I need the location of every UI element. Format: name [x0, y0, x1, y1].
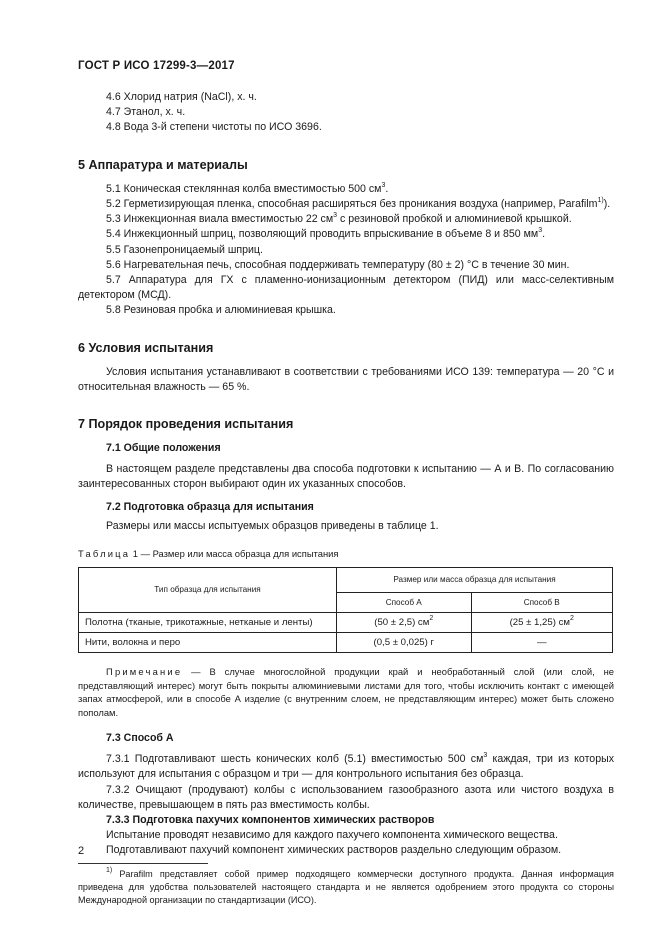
table-subheader-a: Способ А: [337, 592, 472, 612]
section-7-2-text: Размеры или массы испытуемых образцов приведены в таблице 1.: [106, 520, 439, 533]
table-note: Примечание — В случае многослойной продукции край и необработанный слой (или слой, не представляющий интерес) могут быть покрыты алюминиевыми листами для того, чтобы исключить контакт с имеющей запах атмосферой, или в способе А изделие (с внутренним слоем, не представляющим интерес) может быть сложено пополам.: [78, 666, 614, 718]
table-subheader-b: Способ В: [471, 592, 613, 612]
table-header-size: Размер или масса образца для испытания: [337, 567, 613, 592]
item-5-4: 5.4 Инжекционный шприц, позволяющий проводить впрыскивание в объеме 8 и 850 $мм^3$.: [106, 227, 546, 241]
section-7-1-text: В настоящем разделе представлены два способа подготовки к испытанию — А и В. По согласованию заинтересованных сторон выбирают один их указанных способов.: [78, 462, 614, 490]
item-5-1: 5.1 Коническая стеклянная колба вместимостью 500 $см^3$.: [106, 181, 389, 195]
page-content: [78, 90, 614, 907]
item-5-6: 5.6 Нагревательная печь, способная поддерживать температуру (80 ± 2) °С в течение 30 мин.: [106, 258, 570, 271]
table-cell-b: (25 ± 1,25) $см^2$: [471, 612, 613, 632]
table-header-type: Тип образца для испытания: [79, 567, 337, 612]
table-cell-type: Полотна (тканые, трикотажные, нетканые и ленты): [79, 612, 337, 632]
item-5-7: 5.7 Аппаратура для ГХ с пламенно-ионизационным детектором (ПИД) или масс-селективным детектором (МСД).: [78, 274, 614, 302]
section-7-3-title: 7.3 Способ А: [106, 731, 174, 744]
page-number: 2: [78, 845, 85, 857]
table-row: [79, 612, 613, 632]
item-5-5: 5.5 Газонепроницаемый шприц.: [106, 243, 263, 256]
item-5-3: 5.3 Инжекционная виала вместимостью 22 $см^3$ с резиновой пробкой и алюминиевой крышкой.: [106, 212, 572, 226]
table-cell-type: Нити, волокна и перо: [79, 633, 337, 653]
section-7-3-3-text-2: Подготавливают пахучий компонент химических растворов раздельно следующим образом.: [106, 844, 562, 857]
section-6-title: 6 Условия испытания: [78, 340, 214, 355]
section-7-3-1: 7.3.1 Подготавливают шесть конических колб (5.1) вместимостью 500 $см^3$ каждая, три из которых используют для испытания с образцом и три — для контрольного испытания без образца.: [78, 752, 614, 781]
section-7-3-3-title: 7.3.3 Подготовка пахучих компонентов химических растворов: [106, 813, 435, 826]
section-7-1-title: 7.1 Общие положения: [106, 442, 221, 455]
section-5-title: 5 Аппаратура и материалы: [78, 157, 248, 172]
item-4-7: 4.7 Этанол, х. ч.: [106, 106, 186, 119]
table-cell-b: —: [471, 633, 613, 653]
section-7-3-2: 7.3.2 Очищают (продувают) колбы с использованием газообразного азота или чистого воздуха в количестве, превышающем в пять раз вместимость колбы.: [78, 783, 614, 811]
section-7-3-3-text-1: Испытание проводят независимо для каждого пахучего компонента химического вещества.: [106, 829, 558, 842]
item-4-6: 4.6 Хлорид натрия (NaCl), х. ч.: [106, 91, 257, 103]
table-cell-a: (50 ± 2,5) $см^2$: [337, 612, 472, 632]
table-1-caption: Таблица 1 — Размер или масса образца для испытания: [78, 548, 339, 560]
standard-code-header: ГОСТ Р ИСО 17299-3—2017: [78, 60, 235, 72]
table-cell-a: (0,5 ± 0,025) г: [337, 633, 472, 653]
item-4-8: 4.8 Вода 3-й степени чистоты по ИСО 3696.: [106, 121, 322, 134]
item-5-8: 5.8 Резиновая пробка и алюминиевая крышка.: [106, 304, 336, 317]
table-1: [78, 567, 613, 654]
item-5-2: 5.2 Герметизирующая пленка, способная расширяться без проникания воздуха (например, Parafilm$^{1)}$).: [106, 197, 611, 211]
section-7-2-title: 7.2 Подготовка образца для испытания: [106, 501, 314, 514]
footnote-divider: [78, 863, 208, 864]
footnote: $^{1)}$ Parafilm представляет собой пример подходящего коммерчески доступного продукта. Данная информация приведена для удобства пользователей настоящего стандарта и не является одобрением этого продукта со стороны Международной организации по стандартизации (ИСО).: [78, 866, 614, 905]
table-row: [79, 633, 613, 653]
section-6-text: Условия испытания устанавливают в соответствии с требованиями ИСО 139: температура — 20 °С и относительная влажность — 65 %.: [78, 365, 614, 394]
section-7-title: 7 Порядок проведения испытания: [78, 417, 294, 432]
